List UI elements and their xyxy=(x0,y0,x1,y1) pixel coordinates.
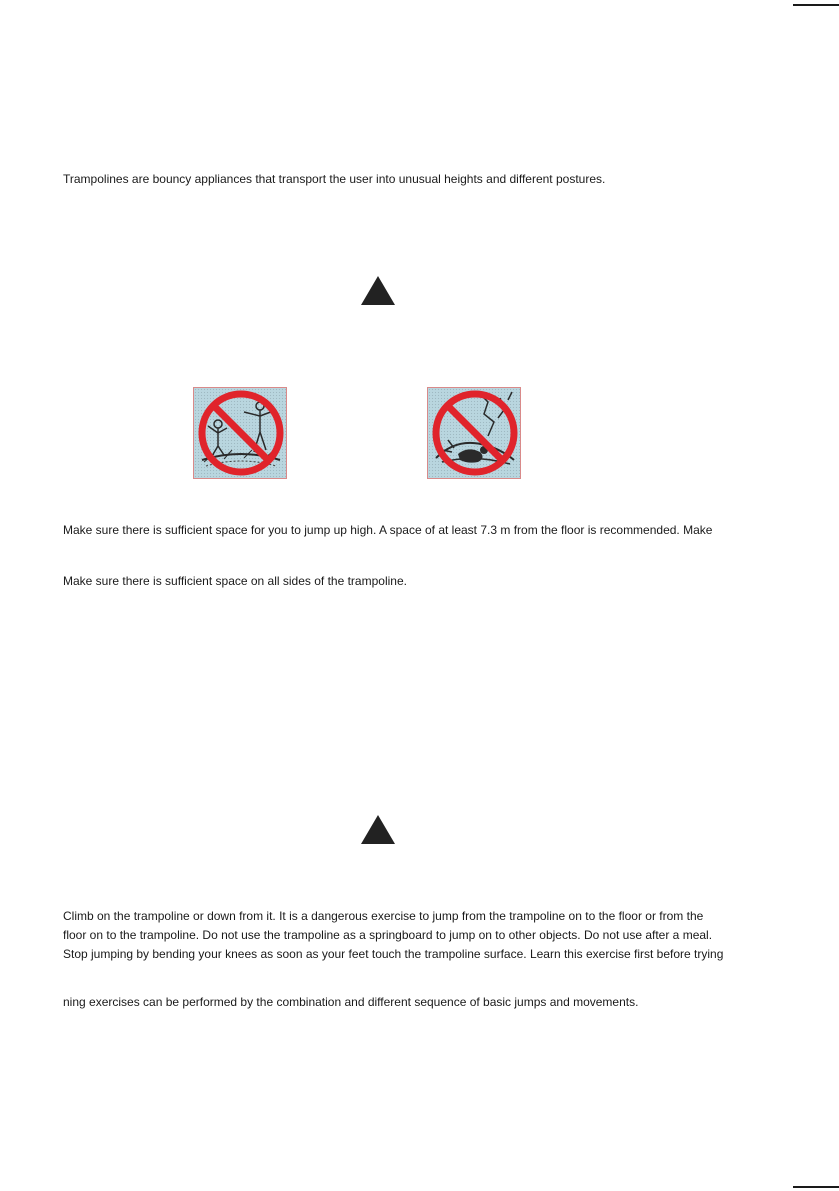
space-sides-text: Make sure there is sufficient space on all sides of the trampoline. xyxy=(63,574,407,588)
no-somersault-icon xyxy=(427,387,521,479)
space-height-text: Make sure there is sufficient space for you to jump up high. A space of at least 7.3 m from the floor is recommended. Make xyxy=(63,523,713,537)
top-edge-mark xyxy=(793,4,839,6)
intro-text: Trampolines are bouncy appliances that transport the user into unusual heights and different postures. xyxy=(63,172,606,186)
warning-triangle-icon xyxy=(361,815,395,844)
climbing-line-1: Climb on the trampoline or down from it. It is a dangerous exercise to jump from the trampoline on to the floor or from the xyxy=(63,909,704,923)
exercises-text: ning exercises can be performed by the combination and different sequence of basic jumps and movements. xyxy=(63,995,639,1009)
bottom-edge-mark xyxy=(793,1186,839,1188)
climbing-paragraph xyxy=(63,907,785,964)
warning-triangle-icon xyxy=(361,276,395,305)
climbing-line-2: floor on to the trampoline. Do not use the trampoline as a springboard to jump on to other objects. Do not use after a meal. xyxy=(63,928,713,942)
climbing-line-3: Stop jumping by bending your knees as soon as your feet touch the trampoline surface. Learn this exercise first before trying xyxy=(63,947,724,961)
no-multiple-jumpers-icon xyxy=(193,387,287,479)
